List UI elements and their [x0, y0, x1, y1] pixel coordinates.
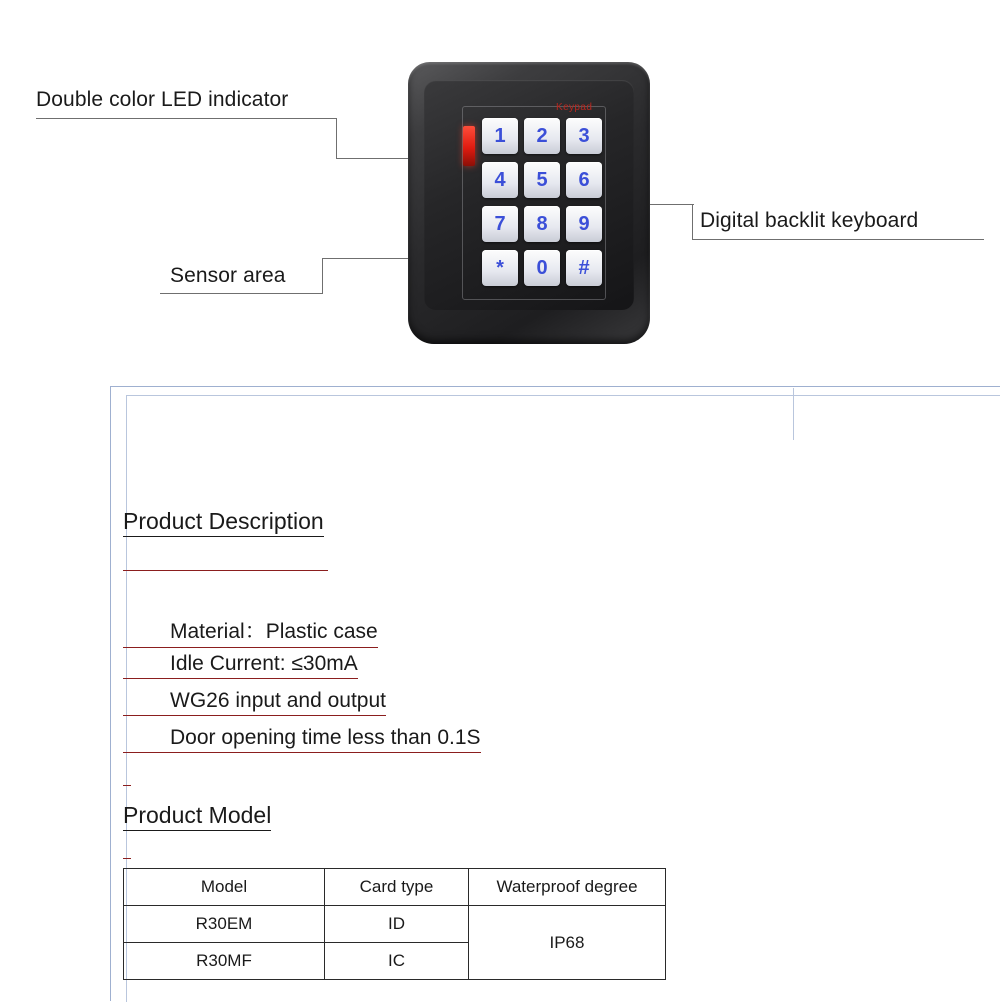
keypad-key[interactable]: 1 [482, 118, 518, 154]
leader-line-sensor-underline [160, 293, 322, 294]
keypad-key[interactable]: 5 [524, 162, 560, 198]
table-cell-waterproof-degree: IP68 [469, 906, 666, 980]
product-model-heading: Product Model [123, 802, 271, 831]
device-keypad [482, 118, 606, 286]
spec-line-material: Material：Plastic case [123, 615, 378, 648]
callout-label-keyboard: Digital backlit keyboard [700, 209, 919, 232]
keypad-key[interactable]: 4 [482, 162, 518, 198]
product-model-table [123, 868, 666, 980]
led-indicator-icon [463, 126, 475, 166]
leader-line-led-vertical [336, 118, 337, 158]
keypad-key[interactable]: 7 [482, 206, 518, 242]
underline-rule [123, 570, 328, 571]
spec-line-wg26: WG26 input and output [123, 689, 386, 716]
table-cell-model: R30EM [124, 906, 325, 943]
sheet-margin-tick [793, 388, 794, 440]
leader-line-sensor-vertical [322, 258, 323, 294]
device-brand-label: Keypad [556, 102, 593, 113]
underline-rule-blank [123, 858, 131, 859]
keypad-key[interactable]: 0 [524, 250, 560, 286]
leader-line-keyboard-underline [692, 239, 984, 240]
spec-line-idle-current: Idle Current: ≤30mA [123, 652, 358, 679]
callout-diagram [0, 0, 1000, 375]
table-row [124, 906, 666, 943]
spec-line-door-opening-time: Door opening time less than 0.1S [123, 726, 481, 753]
table-header-waterproof-degree: Waterproof degree [469, 869, 666, 906]
keypad-key[interactable]: * [482, 250, 518, 286]
keypad-key[interactable]: 8 [524, 206, 560, 242]
table-cell-card-type: IC [325, 943, 469, 980]
access-control-keypad-device [408, 62, 650, 344]
keypad-key[interactable]: 2 [524, 118, 560, 154]
table-cell-model: R30MF [124, 943, 325, 980]
callout-label-led: Double color LED indicator [36, 88, 289, 111]
table-header-model: Model [124, 869, 325, 906]
callout-label-sensor-area: Sensor area [170, 264, 286, 287]
table-header-card-type: Card type [325, 869, 469, 906]
keypad-key[interactable]: 3 [566, 118, 602, 154]
leader-line-keyboard-vertical [692, 204, 693, 240]
underline-rule-blank [123, 785, 131, 786]
product-description-heading: Product Description [123, 508, 324, 537]
keypad-key[interactable]: 9 [566, 206, 602, 242]
table-header-row [124, 869, 666, 906]
keypad-key[interactable]: # [566, 250, 602, 286]
leader-line-led-underline [36, 118, 336, 119]
table-cell-card-type: ID [325, 906, 469, 943]
keypad-key[interactable]: 6 [566, 162, 602, 198]
